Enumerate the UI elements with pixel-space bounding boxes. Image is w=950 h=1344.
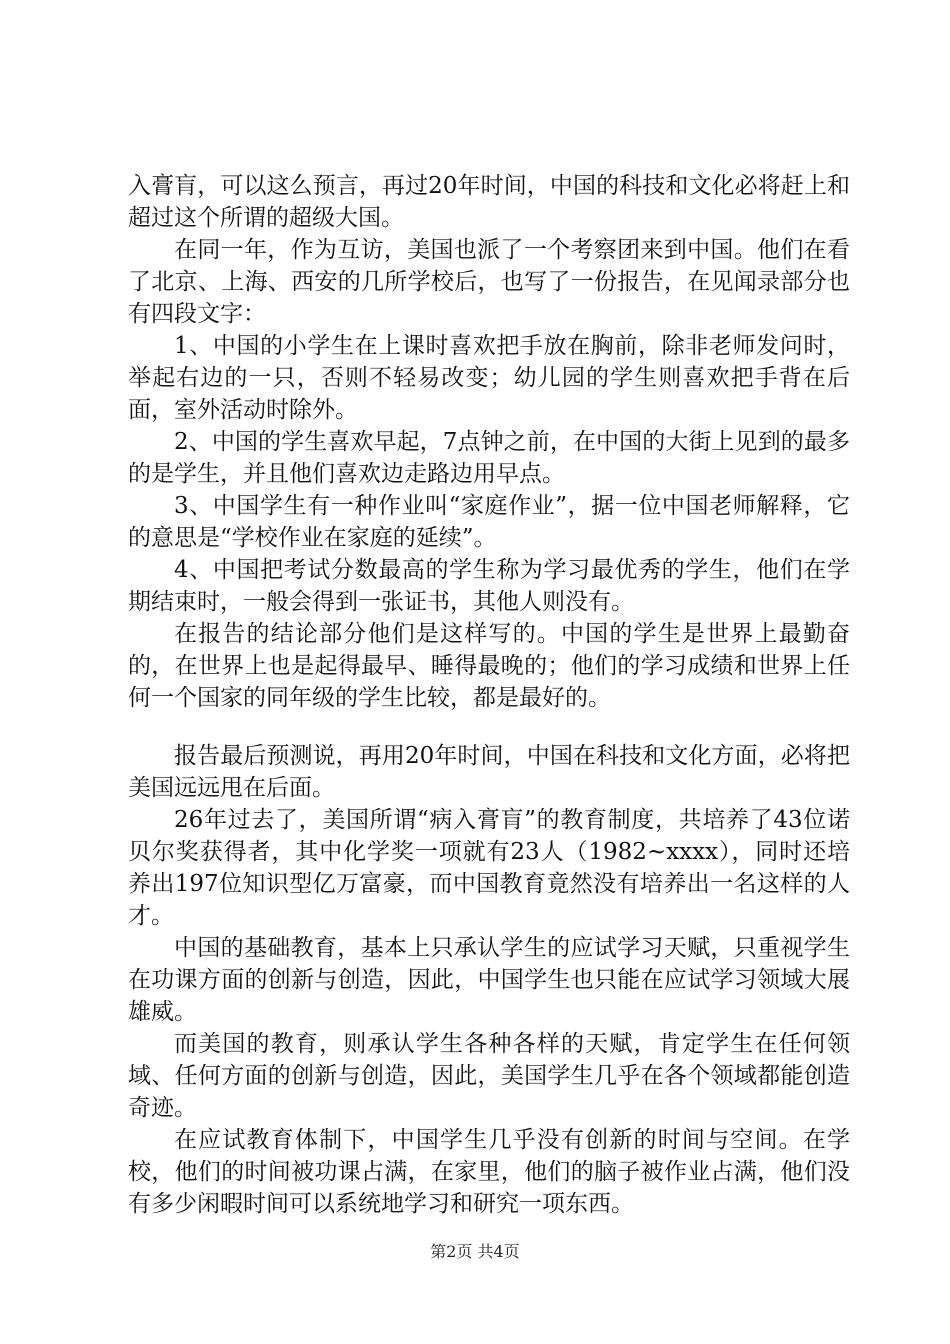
paragraph-continuation: 入膏肓，可以这么预言，再过20年时间，中国的科技和文化必将赶上和超过这个所谓的超级大国。 <box>128 173 850 231</box>
paragraph-us-education: 而美国的教育，则承认学生各种各样的天赋，肯定学生在任何领域、任何方面的创新与创造，因此，美国学生几乎在各个领域都能创造奇迹。 <box>128 1031 850 1121</box>
paragraph-26-years: 26年过去了，美国所谓“病入膏肓”的教育制度，共培养了43位诺贝尔奖获得者，其中化学奖一项就有23人（1982~xxxx），同时还培养出197位知识型亿万富豪，而中国教育竟然没有培养出一名这样的人才。 <box>128 807 850 929</box>
document-body <box>128 170 850 1220</box>
observation-item-1: 1、中国的小学生在上课时喜欢把手放在胸前，除非老师发问时，举起右边的一只，否则不轻易改变；幼儿园的学生则喜欢把手背在后面，室外活动时除外。 <box>128 333 850 423</box>
paragraph-exam-system: 在应试教育体制下，中国学生几乎没有创新的时间与空间。在学校，他们的时间被功课占满，在家里，他们的脑子被作业占满，他们没有多少闲暇时间可以系统地学习和研究一项东西。 <box>128 1127 850 1217</box>
paragraph-us-delegation: 在同一年，作为互访，美国也派了一个考察团来到中国。他们在看了北京、上海、西安的几所学校后，也写了一份报告，在见闻录部分也有四段文字： <box>128 237 850 327</box>
observation-item-3: 3、中国学生有一种作业叫“家庭作业”，据一位中国老师解释，它的意思是“学校作业在家庭的延续”。 <box>128 493 850 551</box>
paragraph-china-basic-education: 中国的基础教育，基本上只承认学生的应试学习天赋，只重视学生在功课方面的创新与创造，因此，中国学生也只能在应试学习领域大展雄威。 <box>128 935 850 1025</box>
observation-item-4: 4、中国把考试分数最高的学生称为学习最优秀的学生，他们在学期结束时，一般会得到一张证书，其他人则没有。 <box>128 557 850 615</box>
paragraph-prediction: 报告最后预测说，再用20年时间，中国在科技和文化方面，必将把美国远远甩在后面。 <box>128 743 850 801</box>
paragraph-conclusion: 在报告的结论部分他们是这样写的。中国的学生是世界上最勤奋的，在世界上也是起得最早、睡得最晚的；他们的学习成绩和世界上任何一个国家的同年级的学生比较，都是最好的。 <box>128 621 850 711</box>
observation-item-2: 2、中国的学生喜欢早起，7点钟之前，在中国的大街上见到的最多的是学生，并且他们喜欢边走路边用早点。 <box>128 429 850 487</box>
page-number-footer: 第2页 共4页 <box>430 1242 520 1261</box>
